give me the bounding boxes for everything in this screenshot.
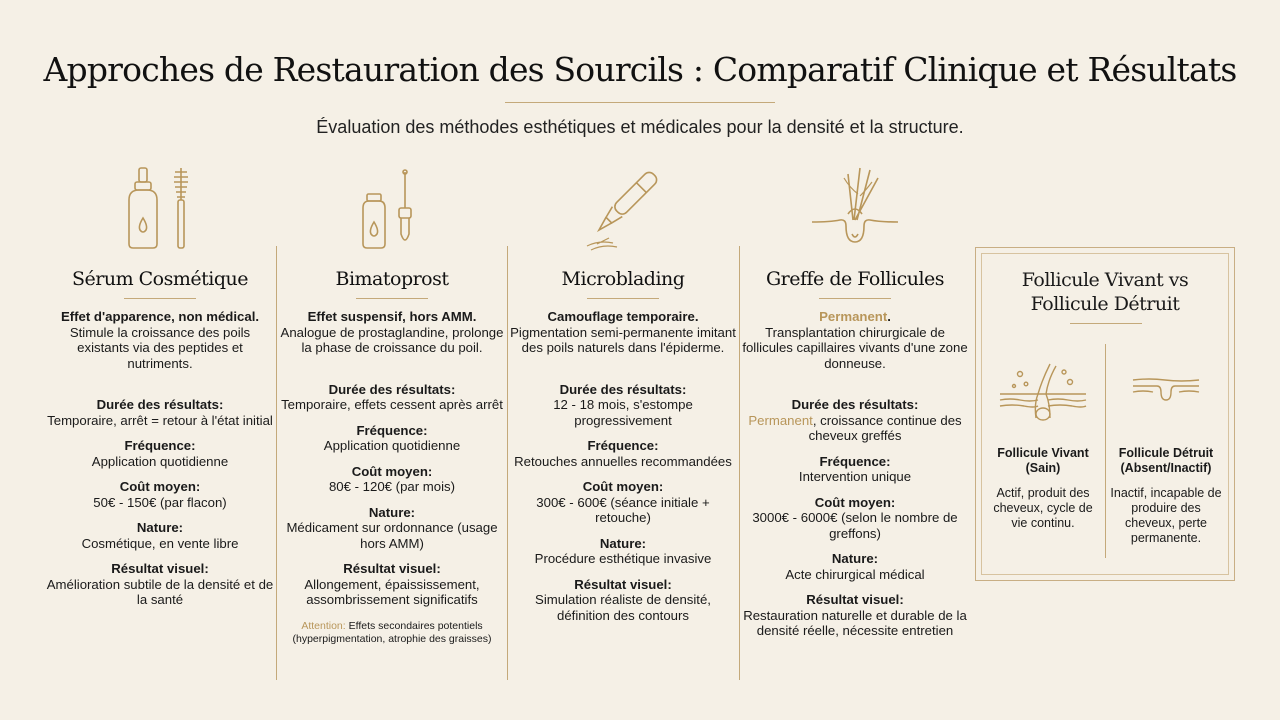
destroyed-follicle-description: Inactif, incapable de produire des cheveux, perte permanente. [1110,486,1222,545]
method-summary: Camouflage temporaire. [547,309,699,324]
living-follicle-icon [984,360,1102,422]
duration-value: Temporaire, effets cessent après arrêt [281,397,503,412]
cost-value: 50€ - 150€ (par flacon) [93,494,227,510]
cost-label: Coût moyen: [351,463,433,479]
visual-result-label: Résultat visuel: [111,561,209,576]
method-title: Sérum Cosmétique [72,268,248,290]
duration-value-highlight: Permanent [748,412,813,428]
visual-result-label: Résultat visuel: [343,561,441,576]
duration-label: Durée des résultats: [559,381,687,397]
nature-value: Acte chirurgical médical [785,566,925,582]
destroyed-follicle-icon [1107,360,1225,422]
method-summary: Effet d'apparence, non médical. [60,309,260,324]
frequency-value: Retouches annuelles recommandées [514,453,732,469]
method-column-bimatoprost [277,160,507,646]
nature-label: Nature: [831,551,879,566]
bottle-dropper-icon [277,160,507,252]
title-divider [124,298,196,299]
destroyed-follicle-status: (Absent/Inactif) [1120,461,1212,475]
comparison-title [976,268,1234,316]
cost-value: 80€ - 120€ (par mois) [328,479,456,494]
follicle-comparison-panel [975,247,1235,581]
warning-label: Attention: [301,619,346,632]
duration-value: Temporaire, arrêt = retour à l'état initial [47,412,273,428]
method-summary: Permanent [819,309,888,324]
cost-label: Coût moyen: [119,479,201,494]
cost-label: Coût moyen: [582,479,664,494]
destroyed-follicle-name: Follicule Détruit [1118,446,1214,460]
frequency-label: Fréquence: [124,438,196,453]
frequency-value: Intervention unique [798,469,912,484]
cost-value: 300€ - 600€ (séance initiale + retouche) [536,494,710,525]
nature-value: Procédure esthétique invasive [534,551,712,566]
living-follicle-description: Actif, produit des cheveux, cycle de vie continu. [993,486,1093,530]
method-title: Microblading [561,268,685,290]
summary-period: . [887,309,891,324]
comparison-title-line2: Follicule Détruit [1030,293,1180,315]
visual-result-value: Allongement, épaississement, assombrissement significatifs [304,576,480,607]
warning-text: Effets secondaires potentiels (hyperpigmentation, atrophie des graisses) [292,619,492,645]
visual-result-value: Restauration naturelle et durable de la densité réelle, nécessite entretien [743,607,967,638]
method-description: Analogue de prostaglandine, prolonge la phase de croissance du poil. [280,324,504,355]
method-column-graft [740,160,970,639]
title-divider [1070,323,1142,324]
duration-label: Durée des résultats: [96,397,224,412]
living-follicle-name: Follicule Vivant [997,446,1089,460]
duration-value: , croissance continue des cheveux greffés [808,412,962,443]
title-divider [505,102,775,103]
nature-label: Nature: [136,520,184,535]
visual-result-label: Résultat visuel: [574,576,672,592]
living-follicle-status: (Sain) [1025,461,1061,475]
warning-note [277,620,507,646]
frequency-value: Application quotidienne [91,453,229,469]
visual-result-label: Résultat visuel: [806,592,904,607]
duration-value: 12 - 18 mois, s'estompe progressivement [553,397,693,428]
method-description: Stimule la croissance des poils existants via des peptides et nutriments. [69,324,251,371]
duration-label: Durée des résultats: [791,397,919,412]
nature-label: Nature: [599,535,647,551]
serum-bottle-brush-icon [45,160,275,252]
nature-value: Cosmétique, en vente libre [81,535,239,551]
frequency-value: Application quotidienne [323,438,461,453]
method-title: Greffe de Follicules [765,268,945,290]
follicle-graft-icon [740,160,970,252]
page-subtitle: Évaluation des méthodes esthétiques et médicales pour la densité et la structure. [316,117,964,137]
nature-value: Médicament sur ordonnance (usage hors AMM) [286,520,498,551]
method-column-serum [45,160,275,608]
cost-label: Coût moyen: [814,494,896,510]
page-title: Approches de Restauration des Sourcils : Comparatif Clinique et Résultats [43,50,1237,89]
method-description: Pigmentation semi-permanente imitant des poils naturels dans l'épiderme. [510,324,736,355]
duration-label: Durée des résultats: [328,381,456,397]
title-divider [356,298,428,299]
method-summary: Effet suspensif, hors AMM. [307,309,477,324]
comparison-title-line1: Follicule Vivant vs [1021,269,1189,291]
frequency-label: Fréquence: [587,438,659,453]
cost-value: 3000€ - 6000€ (selon le nombre de greffons) [752,510,958,541]
comparison-divider [1105,344,1106,558]
microblading-pen-icon [508,160,738,252]
frequency-label: Fréquence: [356,422,428,438]
visual-result-value: Simulation réaliste de densité, définition des contours [535,592,711,623]
method-title: Bimatoprost [335,268,449,290]
visual-result-value: Amélioration subtile de la densité et de la santé [46,576,274,607]
method-description: Transplantation chirurgicale de follicules capillaires vivants d'une zone donneuse. [742,324,968,371]
method-column-microblading [508,160,738,623]
destroyed-follicle-card [1107,360,1225,546]
title-divider [587,298,659,299]
title-divider [819,298,891,299]
nature-label: Nature: [368,504,416,520]
living-follicle-card [984,360,1102,531]
frequency-label: Fréquence: [819,453,891,469]
